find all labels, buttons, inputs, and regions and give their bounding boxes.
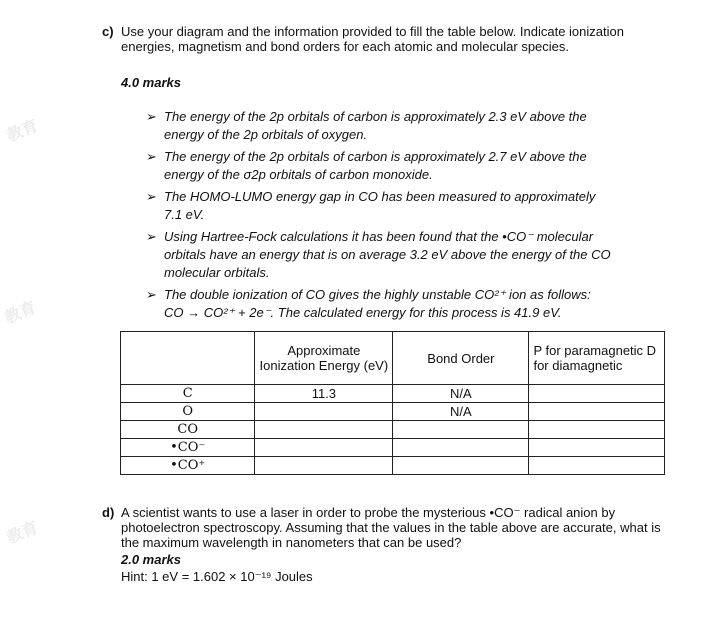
section-d-marks: 2.0 marks <box>121 552 181 567</box>
bond-order-cell[interactable] <box>393 439 529 457</box>
ionization-energy-cell[interactable] <box>255 457 393 475</box>
species-cell: O <box>121 403 255 421</box>
header-bond-order: Bond Order <box>393 332 529 385</box>
species-cell: CO <box>121 421 255 439</box>
bond-order-cell[interactable]: N/A <box>393 385 529 403</box>
watermark: 教育 <box>3 115 41 146</box>
arrow-bullet-icon: ➢ <box>146 287 157 302</box>
table-row <box>121 421 665 439</box>
arrow-bullet-icon: ➢ <box>146 109 157 124</box>
ionization-energy-cell[interactable]: 11.3 <box>255 385 393 403</box>
bond-order-cell[interactable] <box>393 421 529 439</box>
table-header-row <box>121 332 665 385</box>
table-row <box>121 385 665 403</box>
hint-text: Hint: 1 eV = 1.602 × 10⁻¹⁹ Joules <box>121 569 313 584</box>
bullet-item: ➢ The energy of the 2p orbitals of carbon is approximately 2.3 eV above the energy of the 2p orbitals of oxygen. <box>146 109 587 142</box>
magnetism-cell[interactable] <box>529 385 665 403</box>
bullet-item: ➢ The double ionization of CO gives the highly unstable CO²⁺ ion as follows: CO → CO²⁺ + 2e⁻. The calculated energy for this process is 41.9 eV. <box>146 287 591 320</box>
table-row <box>121 439 665 457</box>
bullet-item: ➢ The energy of the 2p orbitals of carbon is approximately 2.7 eV above the energy of the σ2p orbitals of carbon monoxide. <box>146 149 587 182</box>
magnetism-cell[interactable] <box>529 421 665 439</box>
bullet-item: ➢ The HOMO-LUMO energy gap in CO has been measured to approximately 7.1 eV. <box>146 189 596 222</box>
watermark: 教育 <box>1 297 39 328</box>
section-c-label: c) <box>102 24 114 39</box>
answer-table <box>120 331 665 475</box>
section-c-text: Use your diagram and the information provided to fill the table below. Indicate ionization energies, magnetism and bond orders for each atomic and molecular species. <box>121 24 624 54</box>
species-cell: •CO⁺ <box>121 457 255 475</box>
bond-order-cell[interactable] <box>393 457 529 475</box>
table-row <box>121 457 665 475</box>
header-ionization-energy: Approximate Ionization Energy (eV) <box>255 332 393 385</box>
ionization-energy-cell[interactable] <box>255 421 393 439</box>
section-d-text: A scientist wants to use a laser in order to probe the mysterious •CO⁻ radical anion by photoelectron spectroscopy. Assuming that the values in the table above are accurate, what is the maximum wavelength in nanometers that can be used? <box>121 505 661 550</box>
section-c-marks: 4.0 marks <box>121 75 181 90</box>
arrow-bullet-icon: ➢ <box>146 189 157 204</box>
bond-order-cell[interactable]: N/A <box>393 403 529 421</box>
arrow-bullet-icon: ➢ <box>146 149 157 164</box>
info-bullet-list <box>146 108 666 326</box>
header-species <box>121 332 255 385</box>
species-cell: C <box>121 385 255 403</box>
section-c <box>102 24 672 54</box>
magnetism-cell[interactable] <box>529 439 665 457</box>
table-row <box>121 403 665 421</box>
section-d-label: d) <box>102 505 115 520</box>
bullet-item: ➢ Using Hartree-Fock calculations it has been found that the •CO⁻ molecular orbitals have an energy that is on average 3.2 eV above the energy of the CO molecular orbitals. <box>146 229 611 280</box>
ionization-energy-cell[interactable] <box>255 403 393 421</box>
header-magnetism: P for paramagnetic D for diamagnetic <box>529 332 665 385</box>
ionization-energy-cell[interactable] <box>255 439 393 457</box>
species-cell: •CO⁻ <box>121 439 255 457</box>
watermark: 教育 <box>3 517 41 548</box>
magnetism-cell[interactable] <box>529 403 665 421</box>
arrow-bullet-icon: ➢ <box>146 229 157 244</box>
magnetism-cell[interactable] <box>529 457 665 475</box>
